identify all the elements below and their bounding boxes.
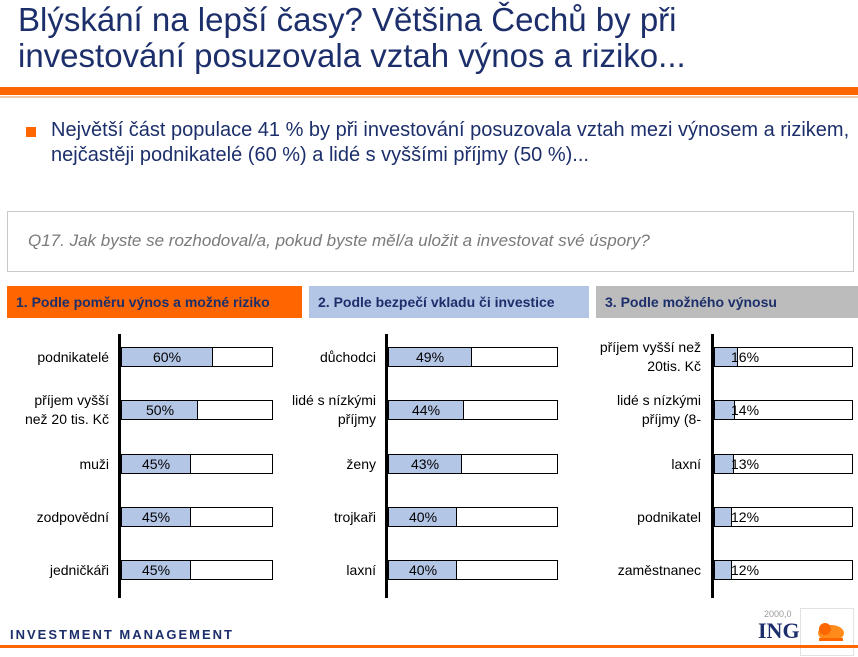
chart-1-category-label: jedničkáři [49,562,109,578]
chart-2-value-label: 40% [409,509,438,525]
footer-brand-text: INVESTMENT MANAGEMENT [10,627,234,642]
panel-header-2: 2. Podle bezpečí vkladu či investice [309,286,589,318]
chart-3-value-label: 16% [731,349,760,365]
chart-1-value-label: 45% [142,509,171,525]
chart-3-bar-track [714,400,853,420]
chart-1-bar-track [121,454,273,474]
chart-3-value-label: 12% [731,509,760,525]
ing-logo: ING [758,618,800,643]
chart-2-value-label: 44% [412,402,441,418]
chart-2-category-label: lidé s nízkými příjmy [291,392,376,427]
chart-3-category-label: příjem vyšší než 20tis. Kč [599,339,701,374]
chart-2-category-label: laxní [346,562,376,578]
panel-header-3: 3. Podle možného výnosu [596,286,858,318]
chart-2-category-label: ženy [346,456,376,472]
chart-3-bar [715,508,732,526]
chart-1-value-label: 60% [153,349,182,365]
chart-3-value-label: 14% [731,402,760,418]
chart-2-bar-track [388,560,558,580]
chart-3-bar-track [714,454,853,474]
chart-2-category-label: trojkaři [333,509,376,525]
chart-1-bar-track [121,560,273,580]
chart-1-bar-track [121,400,273,420]
panel-header-1: 1. Podle poměru výnos a možné riziko [7,286,302,318]
chart-2-category-label: důchodci [319,349,376,365]
bullet-square-icon [26,127,36,137]
stamp-text: 2000,0 [764,609,792,619]
chart-1-bar-track [121,347,273,367]
chart-1-category-label: podnikatelé [37,349,109,365]
chart-1-category-label: příjem vyšší než 20 tis. Kč [24,392,109,427]
chart-3-value-label: 13% [731,456,760,472]
summary-bullet: Největší část populace 41 % by při investování posuzovala vztah mezi výnosem a rizikem, nejčastěji podnikatelé (60 %) a lidé s vyššími příjmy (50 %)... [51,119,850,166]
chart-2-value-label: 49% [416,349,445,365]
chart-2-value-label: 40% [409,562,438,578]
chart-1-bar-track [121,507,273,527]
chart-2-value-label: 43% [411,456,440,472]
chart-3-bar-track [714,347,853,367]
question-box [7,211,854,272]
chart-2-bar-track [388,454,558,474]
chart-2-bar-track [388,507,558,527]
header-rule [0,87,858,95]
chart-3-category-label: laxní [671,456,701,472]
chart-2-bar-track [388,400,558,420]
chart-1-category-label: zodpovědní [36,509,109,525]
chart-3-category-label: lidé s nízkými příjmy (8- [616,392,701,427]
chart-3-category-label: podnikatel [637,509,701,525]
footer-rule [0,645,858,648]
chart-3-bar [715,561,732,579]
chart-2-bar-track [388,347,558,367]
chart-3-bar-track [714,560,853,580]
page-title: Blýskání na lepší časy? Většina Čechů by při investování posuzovala vztah výnos a riziko... [18,1,686,74]
lion-logo-icon [815,620,847,642]
header-rule-thin [0,96,858,98]
chart-1-value-label: 45% [142,562,171,578]
chart-1-category-label: muži [79,456,109,472]
question-text: Q17. Jak byste se rozhodoval/a, pokud byste měl/a uložit a investovat své úspory? [28,231,650,250]
chart-1-value-label: 50% [146,402,175,418]
chart-1-value-label: 45% [142,456,171,472]
chart-3-value-label: 12% [731,562,760,578]
chart-3-bar-track [714,507,853,527]
chart-3-category-label: zaměstnanec [617,562,701,578]
